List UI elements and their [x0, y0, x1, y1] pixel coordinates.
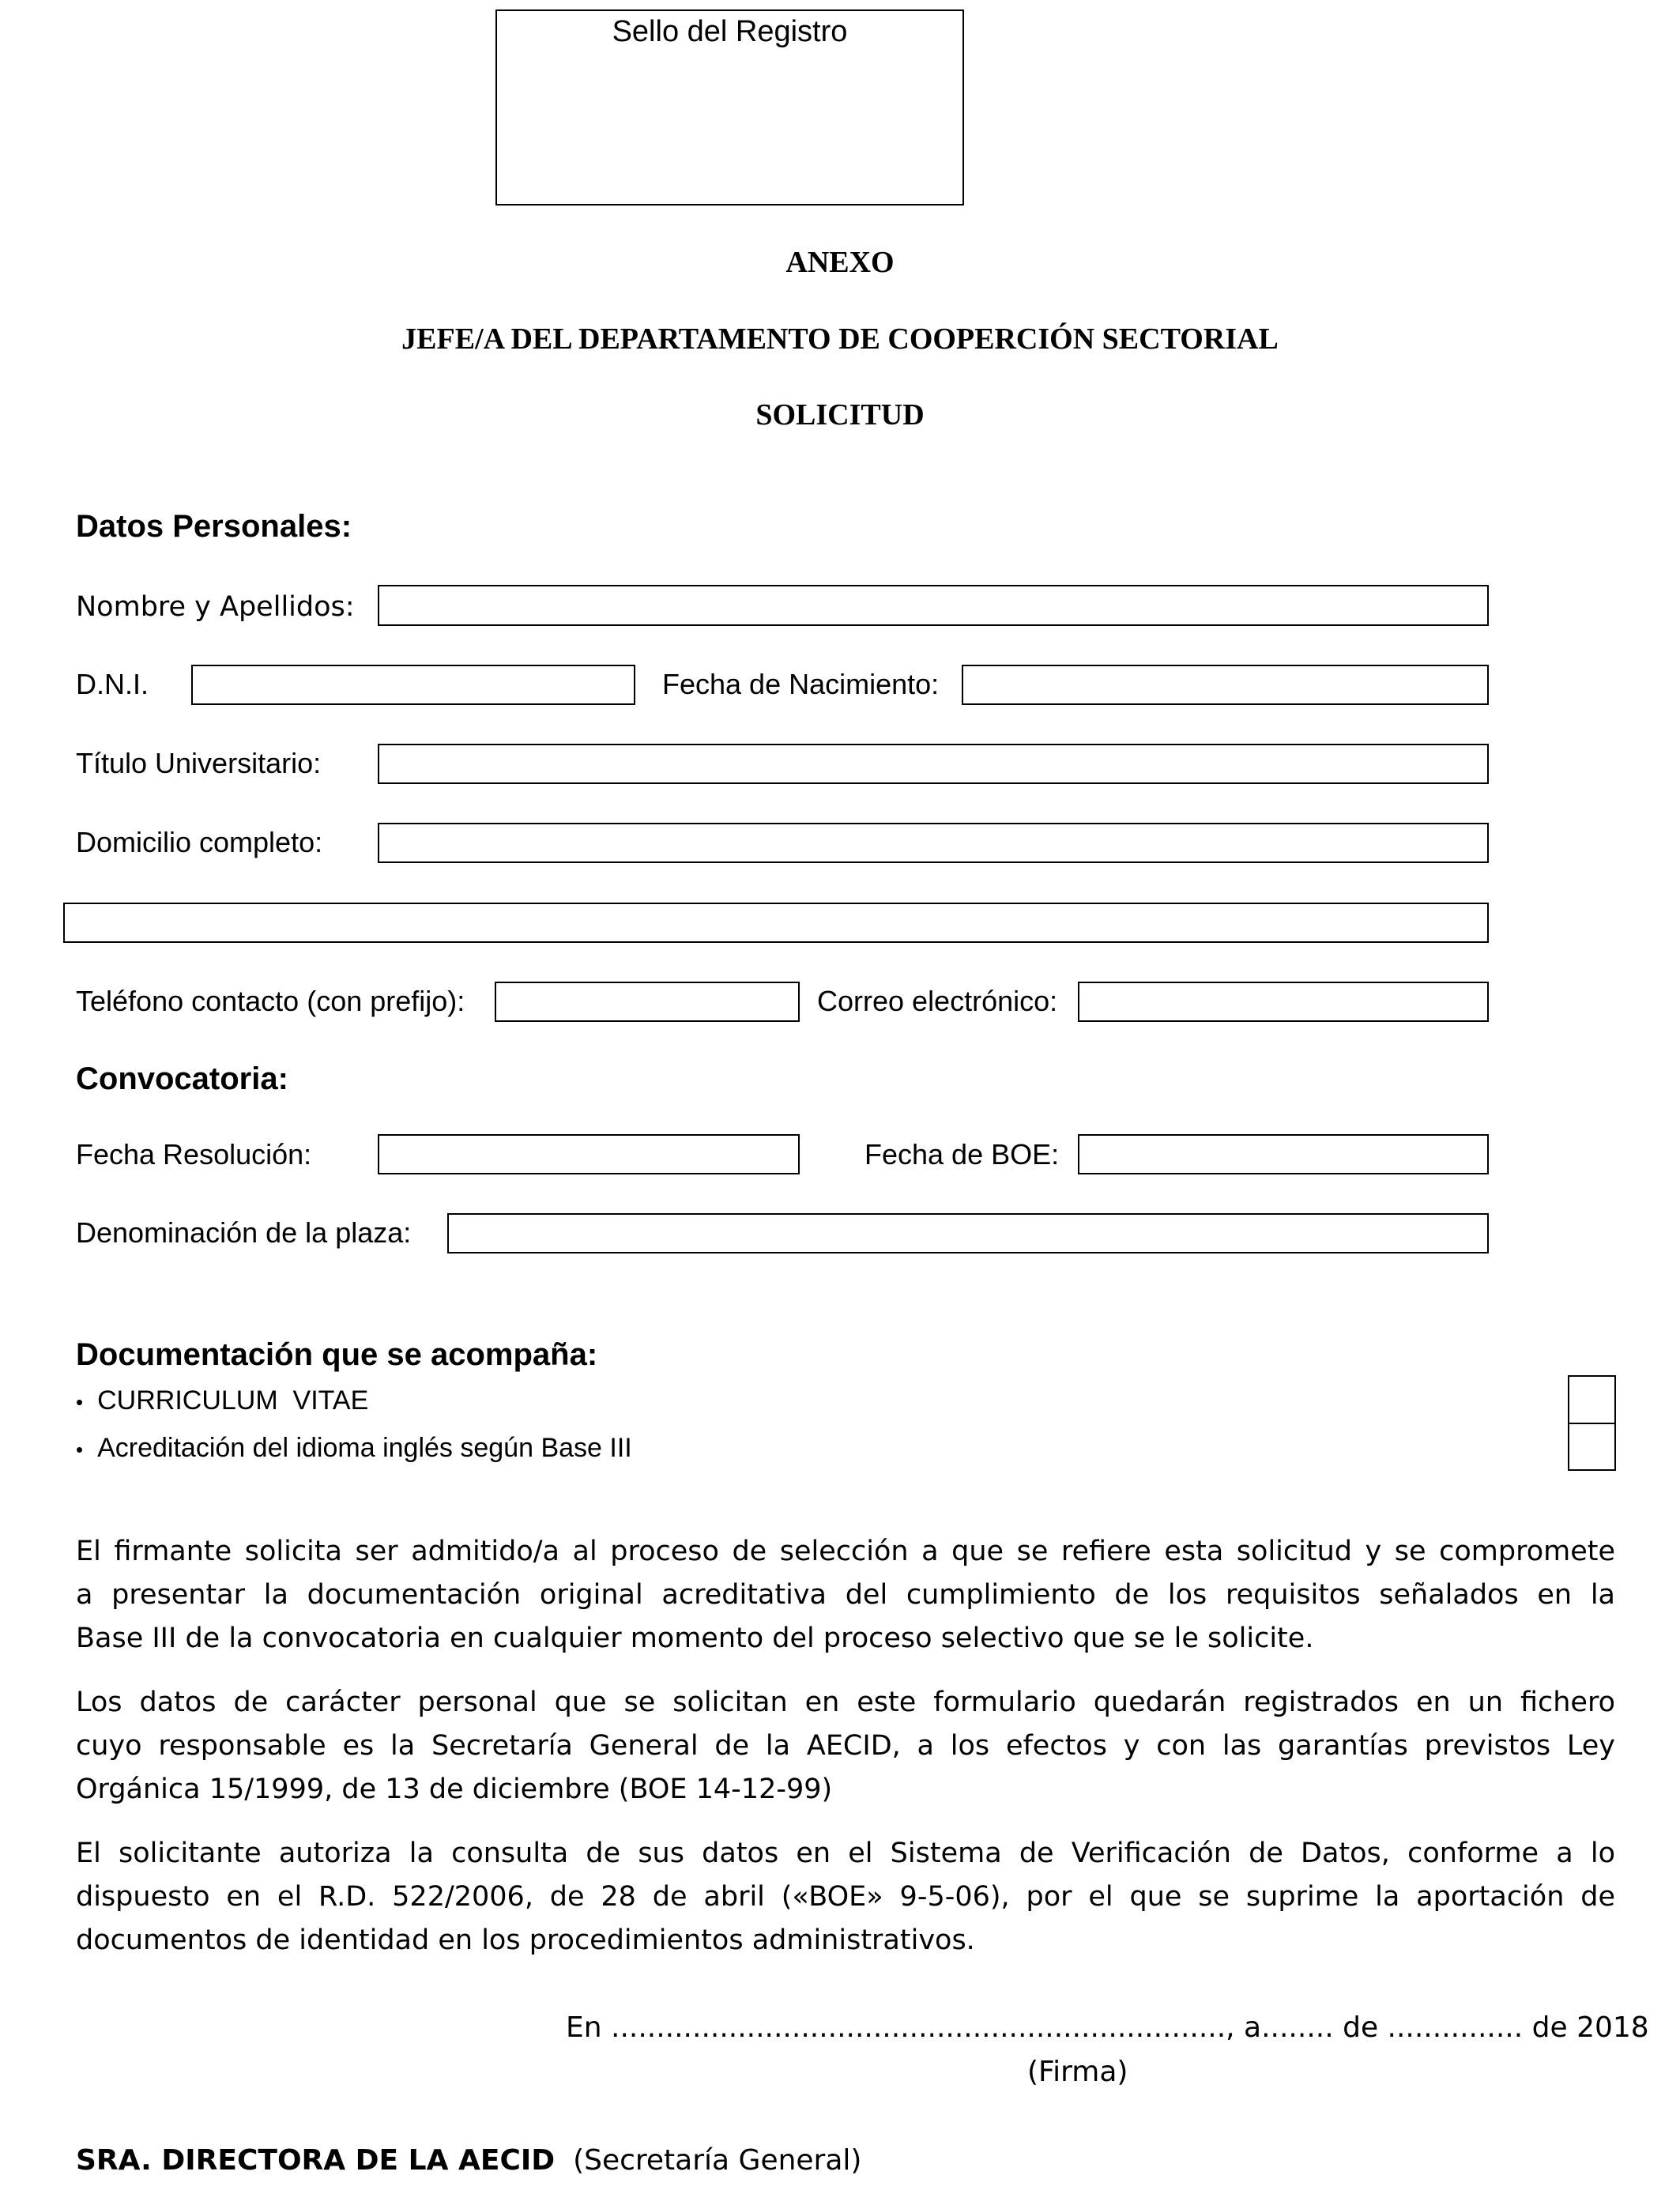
- data-protection-paragraph: [76, 1681, 1615, 1811]
- document-item: [76, 1385, 368, 1418]
- address-label: Domicilio completo:: [76, 826, 323, 858]
- paragraph-line: El solicitante autoriza la consulta de sus datos en el Sistema de Verificación de Datos, conforme a lo: [76, 1838, 1615, 1869]
- document-item-label: CURRICULUM VITAE: [97, 1385, 369, 1416]
- addressee-name: SRA. DIRECTORA DE LA AECID: [76, 2144, 556, 2177]
- paragraph-line: documentos de identidad en los procedimientos administrativos.: [76, 1924, 975, 1956]
- post-name-field[interactable]: [447, 1213, 1489, 1253]
- signature-place-date-line: En ...................................................................., a........ de ............... de 2018: [566, 2011, 1649, 2044]
- paragraph-line: cuyo responsable es la Secretaría General de la AECID, a los efectos y con las garantías previstos Ley: [76, 1730, 1615, 1762]
- request-title: SOLICITUD: [755, 398, 925, 432]
- paragraph-line: Base III de la convocatoria en cualquier momento del proceso selectivo que se le solicite.: [76, 1623, 1314, 1654]
- addressee-department: (Secretaría General): [573, 2144, 862, 2177]
- resolution-date-field[interactable]: [378, 1134, 800, 1174]
- degree-label: Título Universitario:: [76, 747, 322, 779]
- bullet-icon: •: [76, 1390, 84, 1414]
- document-item-label: Acreditación del idioma inglés según Base III: [97, 1433, 632, 1463]
- personal-data-heading: Datos Personales:: [76, 509, 352, 544]
- post-name-label: Denominación de la plaza:: [76, 1216, 412, 1249]
- name-label: Nombre y Apellidos:: [76, 591, 355, 623]
- phone-label: Teléfono contacto (con prefijo):: [76, 985, 465, 1017]
- cv-checkbox[interactable]: [1568, 1375, 1616, 1424]
- paragraph-line: Los datos de carácter personal que se solicitan en este formulario quedarán registrados en un fichero: [76, 1687, 1615, 1718]
- paragraph-line: Orgánica 15/1999, de 13 de diciembre (BOE 14-12-99): [76, 1774, 833, 1805]
- birth-date-label: Fecha de Nacimiento:: [662, 668, 940, 700]
- documents-heading: Documentación que se acompaña:: [76, 1337, 598, 1372]
- degree-field[interactable]: [378, 744, 1489, 784]
- declaration-paragraph: [76, 1530, 1615, 1661]
- boe-date-field[interactable]: [1078, 1134, 1489, 1174]
- paragraph-line: a presentar la documentación original acreditativa del cumplimiento de los requisitos señalados en la: [76, 1579, 1615, 1611]
- registry-stamp-label: Sello del Registro: [612, 15, 848, 48]
- address-field[interactable]: [378, 823, 1489, 863]
- signature-label: (Firma): [1027, 2056, 1128, 2088]
- boe-date-label: Fecha de BOE:: [864, 1138, 1060, 1171]
- dni-field[interactable]: [191, 665, 635, 705]
- email-field[interactable]: [1078, 982, 1489, 1022]
- call-heading: Convocatoria:: [76, 1061, 288, 1096]
- address-continuation-field[interactable]: [63, 903, 1489, 943]
- addressee-line: [76, 2145, 861, 2177]
- phone-field[interactable]: [495, 982, 800, 1022]
- bullet-icon: •: [76, 1438, 84, 1461]
- birth-date-field[interactable]: [962, 665, 1489, 705]
- position-title: JEFE/A DEL DEPARTAMENTO DE COOPERCIÓN SECTORIAL: [401, 322, 1279, 356]
- document-item: [76, 1432, 632, 1465]
- annex-title: ANEXO: [785, 246, 895, 279]
- authorization-paragraph: [76, 1832, 1615, 1962]
- paragraph-line: dispuesto en el R.D. 522/2006, de 28 de abril («BOE» 9-5-06), por el que se suprime la aportación de: [76, 1881, 1615, 1913]
- email-label: Correo electrónico:: [817, 985, 1058, 1017]
- resolution-date-label: Fecha Resolución:: [76, 1138, 312, 1171]
- paragraph-line: El firmante solicita ser admitido/a al proceso de selección a que se refiere esta solicitud y se compromete: [76, 1536, 1615, 1567]
- name-field[interactable]: [378, 585, 1489, 626]
- language-checkbox[interactable]: [1568, 1423, 1616, 1471]
- registry-stamp-box: [495, 9, 964, 205]
- dni-label: D.N.I.: [76, 668, 149, 700]
